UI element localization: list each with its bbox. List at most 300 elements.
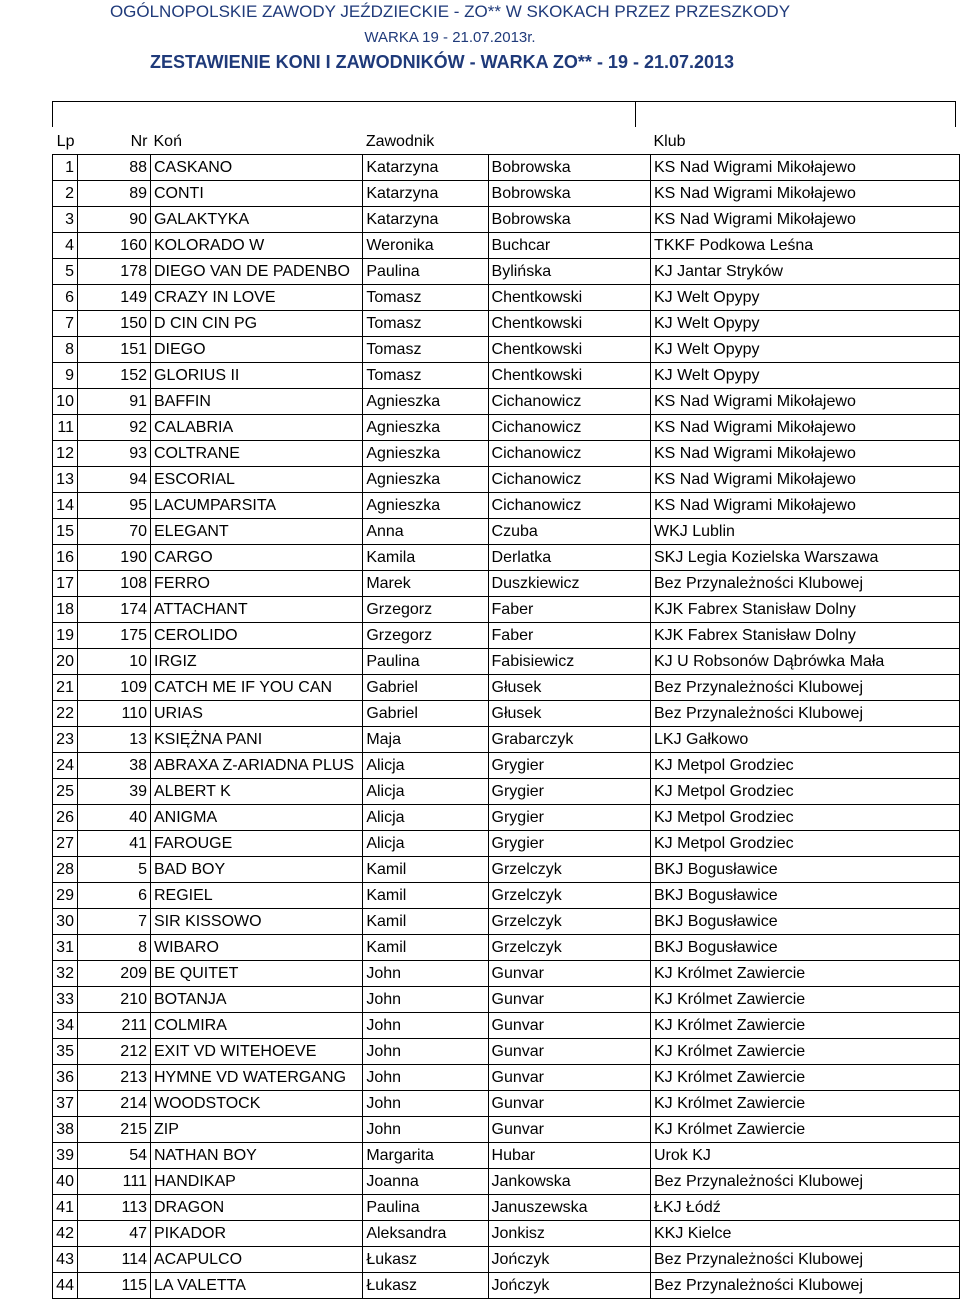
cell-horse: WOODSTOCK (151, 1091, 363, 1117)
cell-nr: 114 (77, 1247, 150, 1273)
table-row (53, 545, 960, 571)
cell-club: KJ Welt Opypy (651, 311, 960, 337)
cell-club: Urok KJ (651, 1143, 960, 1169)
cell-last-name: Gunvar (488, 1065, 650, 1091)
cell-horse: CARGO (151, 545, 363, 571)
cell-lp: 2 (53, 181, 78, 207)
cell-lp: 17 (53, 571, 78, 597)
cell-lp: 30 (53, 909, 78, 935)
table-row (53, 467, 960, 493)
cell-horse: BE QUITET (151, 961, 363, 987)
cell-first-name: John (363, 1117, 488, 1143)
cell-nr: 209 (77, 961, 150, 987)
col-header-surname (488, 128, 650, 155)
cell-club: KJ Królmet Zawiercie (651, 961, 960, 987)
cell-club: KJ Metpol Grodziec (651, 753, 960, 779)
cell-last-name: Gunvar (488, 1039, 650, 1065)
cell-club: KJ Welt Opypy (651, 285, 960, 311)
list-title: ZESTAWIENIE KONI I ZAWODNIKÓW - WARKA ZO** - 19 - 21.07.2013 (149, 52, 735, 72)
cell-first-name: Gabriel (363, 701, 488, 727)
table-row (53, 389, 960, 415)
cell-horse: NATHAN BOY (151, 1143, 363, 1169)
cell-last-name: Jończyk (488, 1273, 650, 1299)
cell-last-name: Głusek (488, 701, 650, 727)
table-row (53, 1247, 960, 1273)
cell-horse: ANIGMA (151, 805, 363, 831)
cell-lp: 27 (53, 831, 78, 857)
cell-nr: 152 (77, 363, 150, 389)
cell-horse: COLMIRA (151, 1013, 363, 1039)
cell-nr: 110 (77, 701, 150, 727)
cell-lp: 10 (53, 389, 78, 415)
cell-club: Bez Przynależności Klubowej (651, 701, 960, 727)
cell-nr: 151 (77, 337, 150, 363)
cell-last-name: Gunvar (488, 961, 650, 987)
cell-horse: D CIN CIN PG (151, 311, 363, 337)
cell-first-name: Agnieszka (363, 441, 488, 467)
cell-club: KS Nad Wigrami Mikołajewo (651, 467, 960, 493)
cell-last-name: Jonkisz (488, 1221, 650, 1247)
cell-nr: 54 (77, 1143, 150, 1169)
cell-club: KJ Metpol Grodziec (651, 779, 960, 805)
cell-lp: 11 (53, 415, 78, 441)
cell-first-name: Kamil (363, 909, 488, 935)
cell-first-name: Alicja (363, 779, 488, 805)
cell-horse: URIAS (151, 701, 363, 727)
table-row (53, 935, 960, 961)
cell-lp: 36 (53, 1065, 78, 1091)
cell-horse: CALABRIA (151, 415, 363, 441)
cell-horse: DIEGO (151, 337, 363, 363)
table-row (53, 779, 960, 805)
cell-nr: 190 (77, 545, 150, 571)
cell-last-name: Grygier (488, 753, 650, 779)
cell-lp: 37 (53, 1091, 78, 1117)
cell-last-name: Duszkiewicz (488, 571, 650, 597)
cell-first-name: John (363, 1091, 488, 1117)
cell-club: KJ U Robsonów Dąbrówka Mała (651, 649, 960, 675)
col-header-klub: Klub (653, 132, 686, 150)
col-header-zawodnik: Zawodnik (365, 132, 435, 150)
cell-horse: ZIP (151, 1117, 363, 1143)
cell-club: Bez Przynależności Klubowej (651, 1273, 960, 1299)
cell-first-name: Alicja (363, 831, 488, 857)
cell-horse: ESCORIAL (151, 467, 363, 493)
cell-horse: GALAKTYKA (151, 207, 363, 233)
cell-first-name: Tomasz (363, 337, 488, 363)
cell-last-name: Grzelczyk (488, 909, 650, 935)
cell-club: Bez Przynależności Klubowej (651, 1169, 960, 1195)
cell-club: KJ Królmet Zawiercie (651, 987, 960, 1013)
cell-last-name: Cichanowicz (488, 493, 650, 519)
cell-first-name: John (363, 1039, 488, 1065)
cell-club: KS Nad Wigrami Mikołajewo (651, 441, 960, 467)
cell-nr: 41 (77, 831, 150, 857)
cell-nr: 7 (77, 909, 150, 935)
cell-first-name: Anna (363, 519, 488, 545)
cell-lp: 38 (53, 1117, 78, 1143)
document-title: OGÓLNOPOLSKIE ZAWODY JEŹDZIECKIE - ZO** W SKOKACH PRZEZ PRZESZKODY (109, 2, 791, 21)
cell-horse: WIBARO (151, 935, 363, 961)
cell-last-name: Grzelczyk (488, 935, 650, 961)
cell-lp: 29 (53, 883, 78, 909)
entries-table (52, 128, 960, 1299)
cell-club: KJ Jantar Stryków (651, 259, 960, 285)
table-row (53, 363, 960, 389)
table-row (53, 805, 960, 831)
table-row (53, 233, 960, 259)
cell-club: KS Nad Wigrami Mikołajewo (651, 155, 960, 181)
cell-last-name: Fabisiewicz (488, 649, 650, 675)
cell-horse: DIEGO VAN DE PADENBO (151, 259, 363, 285)
cell-club: KJ Królmet Zawiercie (651, 1065, 960, 1091)
cell-last-name: Czuba (488, 519, 650, 545)
cell-lp: 34 (53, 1013, 78, 1039)
cell-lp: 20 (53, 649, 78, 675)
cell-first-name: Katarzyna (363, 181, 488, 207)
cell-horse: ELEGANT (151, 519, 363, 545)
header-left-rule (52, 101, 53, 127)
cell-lp: 3 (53, 207, 78, 233)
cell-nr: 211 (77, 1013, 150, 1039)
cell-nr: 210 (77, 987, 150, 1013)
cell-first-name: Maja (363, 727, 488, 753)
cell-lp: 43 (53, 1247, 78, 1273)
cell-club: KJK Fabrex Stanisław Dolny (651, 623, 960, 649)
cell-lp: 7 (53, 311, 78, 337)
cell-nr: 213 (77, 1065, 150, 1091)
table-row (53, 623, 960, 649)
cell-first-name: Łukasz (363, 1247, 488, 1273)
cell-first-name: Katarzyna (363, 207, 488, 233)
cell-first-name: Alicja (363, 753, 488, 779)
cell-lp: 26 (53, 805, 78, 831)
cell-nr: 215 (77, 1117, 150, 1143)
cell-horse: IRGIZ (151, 649, 363, 675)
col-header-kon: Koń (153, 132, 182, 150)
cell-club: KJ Królmet Zawiercie (651, 1013, 960, 1039)
cell-club: KJ Metpol Grodziec (651, 805, 960, 831)
cell-horse: ACAPULCO (151, 1247, 363, 1273)
cell-first-name: John (363, 987, 488, 1013)
cell-nr: 149 (77, 285, 150, 311)
cell-lp: 35 (53, 1039, 78, 1065)
cell-lp: 24 (53, 753, 78, 779)
cell-lp: 1 (53, 155, 78, 181)
event-date-line: WARKA 19 - 21.07.2013r. (364, 29, 536, 46)
cell-nr: 13 (77, 727, 150, 753)
cell-club: BKJ Bogusławice (651, 909, 960, 935)
cell-lp: 22 (53, 701, 78, 727)
cell-last-name: Głusek (488, 675, 650, 701)
table-row (53, 337, 960, 363)
cell-lp: 19 (53, 623, 78, 649)
cell-club: KS Nad Wigrami Mikołajewo (651, 415, 960, 441)
cell-nr: 92 (77, 415, 150, 441)
cell-first-name: Tomasz (363, 363, 488, 389)
cell-lp: 23 (53, 727, 78, 753)
cell-last-name: Chentkowski (488, 285, 650, 311)
cell-last-name: Januszewska (488, 1195, 650, 1221)
cell-lp: 32 (53, 961, 78, 987)
cell-nr: 40 (77, 805, 150, 831)
cell-club: KJ Królmet Zawiercie (651, 1039, 960, 1065)
cell-club: Bez Przynależności Klubowej (651, 571, 960, 597)
table-header-row (53, 128, 960, 155)
cell-last-name: Chentkowski (488, 363, 650, 389)
cell-first-name: Margarita (363, 1143, 488, 1169)
cell-nr: 8 (77, 935, 150, 961)
cell-first-name: Łukasz (363, 1273, 488, 1299)
cell-last-name: Chentkowski (488, 311, 650, 337)
cell-club: BKJ Bogusławice (651, 857, 960, 883)
cell-horse: KOLORADO W (151, 233, 363, 259)
cell-horse: CONTI (151, 181, 363, 207)
cell-nr: 91 (77, 389, 150, 415)
cell-club: KS Nad Wigrami Mikołajewo (651, 207, 960, 233)
cell-lp: 13 (53, 467, 78, 493)
cell-horse: CEROLIDO (151, 623, 363, 649)
cell-first-name: Marek (363, 571, 488, 597)
cell-horse: SIR KISSOWO (151, 909, 363, 935)
cell-first-name: Agnieszka (363, 389, 488, 415)
cell-horse: ATTACHANT (151, 597, 363, 623)
cell-horse: CATCH ME IF YOU CAN (151, 675, 363, 701)
cell-nr: 47 (77, 1221, 150, 1247)
cell-last-name: Cichanowicz (488, 467, 650, 493)
table-row (53, 441, 960, 467)
cell-club: Bez Przynależności Klubowej (651, 1247, 960, 1273)
cell-club: KJ Królmet Zawiercie (651, 1117, 960, 1143)
cell-lp: 16 (53, 545, 78, 571)
cell-club: KS Nad Wigrami Mikołajewo (651, 493, 960, 519)
cell-nr: 39 (77, 779, 150, 805)
cell-last-name: Grygier (488, 805, 650, 831)
cell-club: WKJ Lublin (651, 519, 960, 545)
cell-club: ŁKJ Łódź (651, 1195, 960, 1221)
cell-first-name: Kamil (363, 857, 488, 883)
cell-horse: BAD BOY (151, 857, 363, 883)
cell-first-name: John (363, 961, 488, 987)
table-row (53, 1065, 960, 1091)
cell-first-name: Agnieszka (363, 493, 488, 519)
cell-last-name: Chentkowski (488, 337, 650, 363)
cell-first-name: Katarzyna (363, 155, 488, 181)
cell-horse: FAROUGE (151, 831, 363, 857)
cell-horse: EXIT VD WITEHOEVE (151, 1039, 363, 1065)
cell-club: BKJ Bogusławice (651, 935, 960, 961)
cell-horse: CRAZY IN LOVE (151, 285, 363, 311)
cell-last-name: Gunvar (488, 1091, 650, 1117)
cell-first-name: Paulina (363, 1195, 488, 1221)
cell-last-name: Jankowska (488, 1169, 650, 1195)
cell-nr: 93 (77, 441, 150, 467)
table-row (53, 909, 960, 935)
table-row (53, 649, 960, 675)
cell-lp: 4 (53, 233, 78, 259)
col-header-lp: Lp (56, 132, 75, 150)
cell-lp: 18 (53, 597, 78, 623)
cell-first-name: John (363, 1065, 488, 1091)
cell-lp: 9 (53, 363, 78, 389)
cell-first-name: Kamil (363, 935, 488, 961)
table-row (53, 285, 960, 311)
cell-club: KJ Welt Opypy (651, 337, 960, 363)
table-row (53, 207, 960, 233)
cell-club: Bez Przynależności Klubowej (651, 675, 960, 701)
table-row (53, 675, 960, 701)
table-row (53, 961, 960, 987)
cell-last-name: Grygier (488, 779, 650, 805)
table-row (53, 1013, 960, 1039)
cell-nr: 6 (77, 883, 150, 909)
cell-lp: 39 (53, 1143, 78, 1169)
cell-lp: 31 (53, 935, 78, 961)
table-row (53, 987, 960, 1013)
col-header-nr: Nr (130, 132, 148, 150)
cell-club: KJ Welt Opypy (651, 363, 960, 389)
cell-last-name: Grabarczyk (488, 727, 650, 753)
cell-horse: FERRO (151, 571, 363, 597)
cell-club: KS Nad Wigrami Mikołajewo (651, 389, 960, 415)
cell-first-name: Tomasz (363, 285, 488, 311)
header-top-rule (52, 101, 956, 102)
cell-nr: 94 (77, 467, 150, 493)
cell-last-name: Bobrowska (488, 207, 650, 233)
table-row (53, 727, 960, 753)
cell-first-name: Alicja (363, 805, 488, 831)
cell-last-name: Derlatka (488, 545, 650, 571)
cell-first-name: Gabriel (363, 675, 488, 701)
cell-lp: 6 (53, 285, 78, 311)
cell-last-name: Cichanowicz (488, 415, 650, 441)
cell-horse: ABRAXA Z-ARIADNA PLUS (151, 753, 363, 779)
table-row (53, 1117, 960, 1143)
cell-nr: 108 (77, 571, 150, 597)
cell-last-name: Grzelczyk (488, 857, 650, 883)
cell-first-name: Tomasz (363, 311, 488, 337)
cell-club: BKJ Bogusławice (651, 883, 960, 909)
cell-last-name: Bobrowska (488, 181, 650, 207)
cell-club: KJK Fabrex Stanisław Dolny (651, 597, 960, 623)
table-row (53, 415, 960, 441)
table-row (53, 493, 960, 519)
cell-first-name: John (363, 1013, 488, 1039)
cell-first-name: Agnieszka (363, 467, 488, 493)
cell-last-name: Cichanowicz (488, 389, 650, 415)
cell-horse: LA VALETTA (151, 1273, 363, 1299)
cell-last-name: Gunvar (488, 987, 650, 1013)
table-row (53, 1221, 960, 1247)
cell-first-name: Kamil (363, 883, 488, 909)
cell-nr: 111 (77, 1169, 150, 1195)
cell-last-name: Gunvar (488, 1117, 650, 1143)
cell-last-name: Grygier (488, 831, 650, 857)
cell-horse: REGIEL (151, 883, 363, 909)
cell-lp: 28 (53, 857, 78, 883)
cell-lp: 15 (53, 519, 78, 545)
cell-last-name: Cichanowicz (488, 441, 650, 467)
cell-horse: KSIĘŻNA PANI (151, 727, 363, 753)
table-row (53, 1039, 960, 1065)
cell-lp: 44 (53, 1273, 78, 1299)
cell-lp: 33 (53, 987, 78, 1013)
cell-nr: 109 (77, 675, 150, 701)
cell-lp: 25 (53, 779, 78, 805)
table-row (53, 883, 960, 909)
cell-first-name: Kamila (363, 545, 488, 571)
header-klub-rule (635, 101, 636, 127)
cell-nr: 214 (77, 1091, 150, 1117)
cell-last-name: Grzelczyk (488, 883, 650, 909)
table-row (53, 1195, 960, 1221)
cell-horse: DRAGON (151, 1195, 363, 1221)
table-row (53, 1273, 960, 1299)
table-row (53, 831, 960, 857)
cell-horse: HYMNE VD WATERGANG (151, 1065, 363, 1091)
cell-last-name: Bylińska (488, 259, 650, 285)
cell-horse: CASKANO (151, 155, 363, 181)
cell-first-name: Aleksandra (363, 1221, 488, 1247)
cell-last-name: Buchcar (488, 233, 650, 259)
table-row (53, 311, 960, 337)
cell-nr: 175 (77, 623, 150, 649)
cell-nr: 89 (77, 181, 150, 207)
cell-nr: 70 (77, 519, 150, 545)
table-row (53, 259, 960, 285)
cell-nr: 113 (77, 1195, 150, 1221)
table-row (53, 1143, 960, 1169)
cell-last-name: Gunvar (488, 1013, 650, 1039)
cell-first-name: Weronika (363, 233, 488, 259)
cell-lp: 5 (53, 259, 78, 285)
cell-nr: 150 (77, 311, 150, 337)
table-row (53, 155, 960, 181)
cell-nr: 5 (77, 857, 150, 883)
cell-club: TKKF Podkowa Leśna (651, 233, 960, 259)
table-row (53, 571, 960, 597)
table-row (53, 701, 960, 727)
cell-first-name: Paulina (363, 259, 488, 285)
cell-club: KJ Metpol Grodziec (651, 831, 960, 857)
cell-club: KKJ Kielce (651, 1221, 960, 1247)
cell-club: LKJ Gałkowo (651, 727, 960, 753)
cell-horse: BOTANJA (151, 987, 363, 1013)
cell-nr: 88 (77, 155, 150, 181)
cell-first-name: Grzegorz (363, 623, 488, 649)
cell-last-name: Hubar (488, 1143, 650, 1169)
cell-lp: 14 (53, 493, 78, 519)
cell-lp: 21 (53, 675, 78, 701)
cell-first-name: Agnieszka (363, 415, 488, 441)
cell-nr: 10 (77, 649, 150, 675)
table-row (53, 857, 960, 883)
cell-first-name: Grzegorz (363, 597, 488, 623)
cell-nr: 212 (77, 1039, 150, 1065)
cell-horse: GLORIUS II (151, 363, 363, 389)
cell-horse: BAFFIN (151, 389, 363, 415)
cell-lp: 40 (53, 1169, 78, 1195)
cell-nr: 160 (77, 233, 150, 259)
cell-horse: HANDIKAP (151, 1169, 363, 1195)
table-row (53, 753, 960, 779)
cell-nr: 38 (77, 753, 150, 779)
cell-last-name: Faber (488, 597, 650, 623)
cell-horse: COLTRANE (151, 441, 363, 467)
cell-club: KJ Królmet Zawiercie (651, 1091, 960, 1117)
cell-last-name: Bobrowska (488, 155, 650, 181)
cell-nr: 115 (77, 1273, 150, 1299)
